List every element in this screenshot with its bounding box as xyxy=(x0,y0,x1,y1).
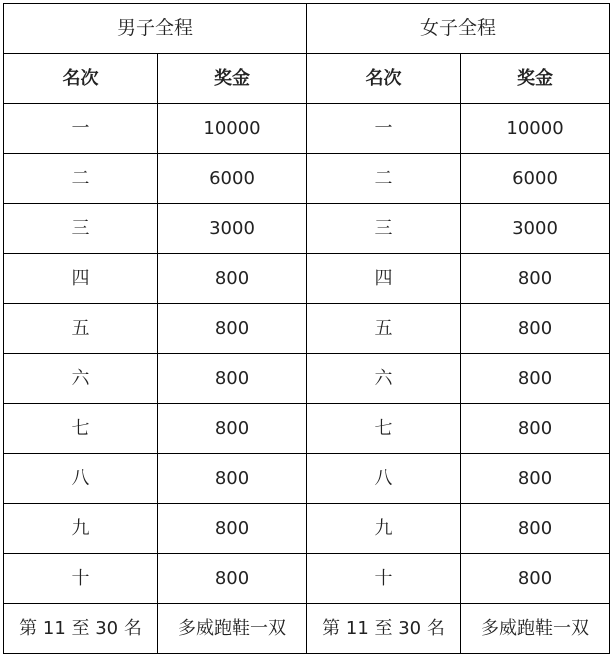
men-rank-cell: 七 xyxy=(4,404,158,454)
men-prize-cell: 800 xyxy=(158,254,307,304)
men-rank-cell: 一 xyxy=(4,104,158,154)
table-row-last xyxy=(4,604,610,654)
women-prize-cell: 800 xyxy=(461,554,610,604)
men-rank-cell: 九 xyxy=(4,504,158,554)
women-prize-shoes-cell: 多威跑鞋一双 xyxy=(461,604,610,654)
group-header-row xyxy=(4,4,610,54)
men-group-header: 男子全程 xyxy=(4,4,307,54)
table-row xyxy=(4,154,610,204)
men-prize-cell: 800 xyxy=(158,304,307,354)
women-rank-header: 名次 xyxy=(307,54,461,104)
women-rank-cell: 十 xyxy=(307,554,461,604)
men-prize-shoes-cell: 多威跑鞋一双 xyxy=(158,604,307,654)
men-rank-cell: 十 xyxy=(4,554,158,604)
men-rank-header: 名次 xyxy=(4,54,158,104)
men-prize-header: 奖金 xyxy=(158,54,307,104)
men-rank-cell: 五 xyxy=(4,304,158,354)
women-prize-cell: 6000 xyxy=(461,154,610,204)
women-rank-cell: 六 xyxy=(307,354,461,404)
women-rank-cell: 七 xyxy=(307,404,461,454)
prize-table xyxy=(3,3,610,654)
women-rank-cell: 四 xyxy=(307,254,461,304)
table-row xyxy=(4,104,610,154)
table-row xyxy=(4,354,610,404)
men-rank-cell: 三 xyxy=(4,204,158,254)
women-rank-cell: 一 xyxy=(307,104,461,154)
women-group-header: 女子全程 xyxy=(307,4,610,54)
women-prize-cell: 800 xyxy=(461,504,610,554)
table-row xyxy=(4,204,610,254)
women-prize-cell: 10000 xyxy=(461,104,610,154)
women-prize-cell: 800 xyxy=(461,304,610,354)
women-rank-cell: 二 xyxy=(307,154,461,204)
women-prize-cell: 800 xyxy=(461,404,610,454)
men-rank-cell: 八 xyxy=(4,454,158,504)
women-prize-header: 奖金 xyxy=(461,54,610,104)
table-row xyxy=(4,404,610,454)
women-prize-cell: 800 xyxy=(461,254,610,304)
men-rank-cell: 四 xyxy=(4,254,158,304)
women-prize-cell: 3000 xyxy=(461,204,610,254)
men-prize-cell: 800 xyxy=(158,404,307,454)
table-row xyxy=(4,504,610,554)
men-rank-cell: 二 xyxy=(4,154,158,204)
table-row xyxy=(4,304,610,354)
men-prize-cell: 800 xyxy=(158,504,307,554)
men-prize-cell: 800 xyxy=(158,354,307,404)
table-row xyxy=(4,554,610,604)
women-rank-cell: 五 xyxy=(307,304,461,354)
women-rank-range-cell: 第 11 至 30 名 xyxy=(307,604,461,654)
column-header-row xyxy=(4,54,610,104)
men-prize-cell: 10000 xyxy=(158,104,307,154)
women-rank-cell: 八 xyxy=(307,454,461,504)
men-rank-cell: 六 xyxy=(4,354,158,404)
table-row xyxy=(4,454,610,504)
women-rank-cell: 三 xyxy=(307,204,461,254)
women-prize-cell: 800 xyxy=(461,354,610,404)
men-prize-cell: 6000 xyxy=(158,154,307,204)
men-prize-cell: 800 xyxy=(158,454,307,504)
men-prize-cell: 800 xyxy=(158,554,307,604)
women-prize-cell: 800 xyxy=(461,454,610,504)
women-rank-cell: 九 xyxy=(307,504,461,554)
table-row xyxy=(4,254,610,304)
men-prize-cell: 3000 xyxy=(158,204,307,254)
men-rank-range-cell: 第 11 至 30 名 xyxy=(4,604,158,654)
